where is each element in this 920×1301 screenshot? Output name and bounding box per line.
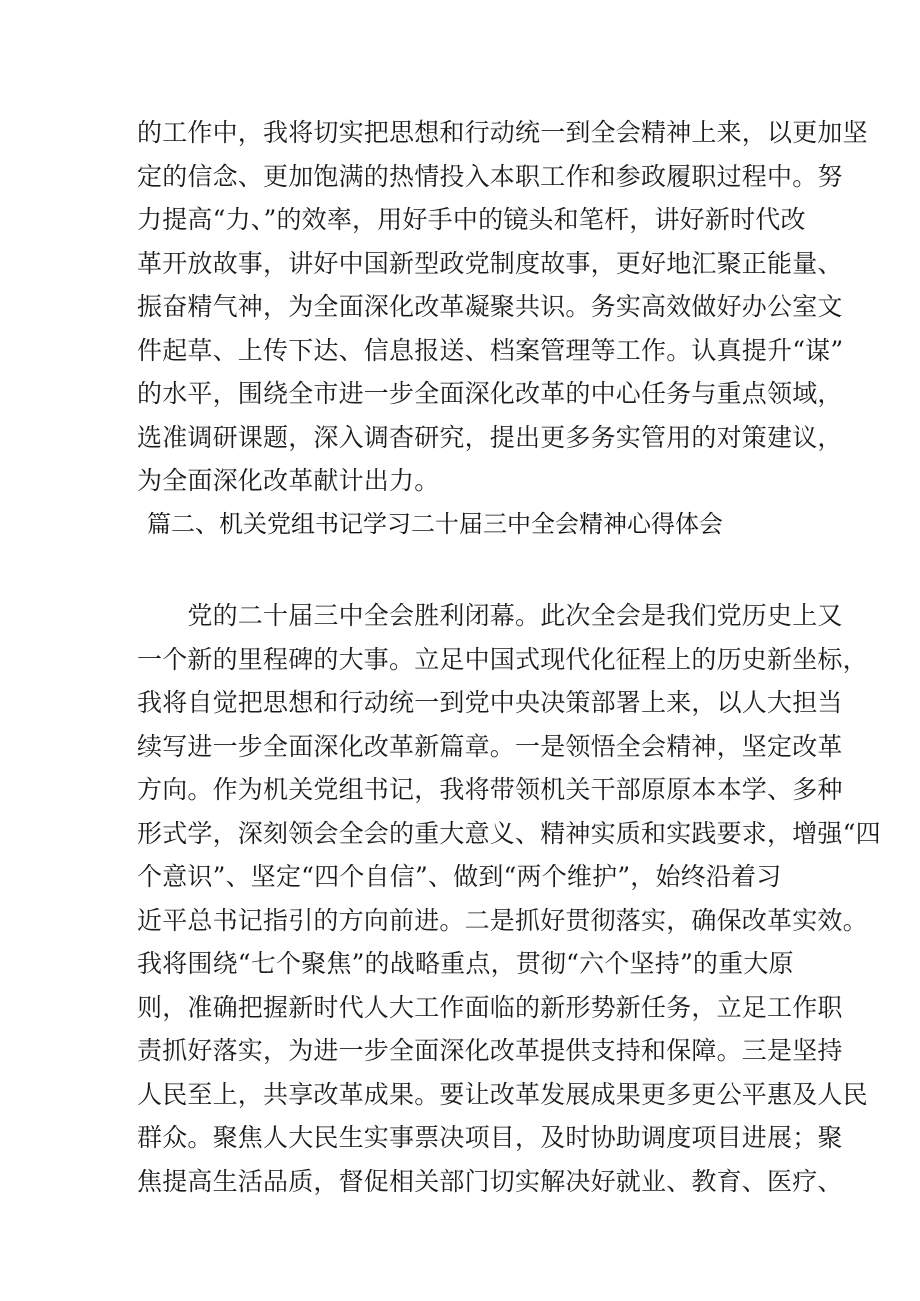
text-line: 的水平，围绕全市进一步全面深化改革的中心任务与重点领域， <box>137 379 843 408</box>
text-line: 党的二十届三中全会胜利闭幕。此次全会是我们党历史上又 <box>137 601 843 630</box>
text-line: 我将围绕“七个聚焦”的战略重点，贯彻“六个坚持”的重大原 <box>137 949 794 978</box>
text-line: 件起草、上传下达、信息报送、档案管理等工作。认真提升“谋” <box>137 336 844 365</box>
text-line: 近平总书记指引的方向前进。二是抓好贯彻落实，确保改革实效。 <box>137 906 868 935</box>
text-line: 责抓好落实，为进一步全面深化改革提供支持和保障。三是坚持 <box>137 1036 843 1065</box>
text-line: 振奋精气神，为全面深化改革凝聚共识。务实高效做好办公室文 <box>137 292 843 321</box>
text-line: 群众。聚焦人大民生实事票决项目，及时协助调度项目进展；聚 <box>137 1123 843 1152</box>
section-heading: 篇二、机关党组书记学习二十届三中全会精神心得体会 <box>147 510 723 538</box>
text-line: 焦提高生活品质，督促相关部门切实解决好就业、教育、医疗、 <box>137 1167 843 1196</box>
text-line: 力提高“力、”的效率，用好手中的镜头和笔杆，讲好新时代改 <box>137 205 806 234</box>
text-line: 为全面深化改革献计出力。 <box>137 466 440 495</box>
text-line: 革开放故事，讲好中国新型政党制度故事，更好地汇聚正能量、 <box>137 249 843 278</box>
text-line: 我将自觉把思想和行动统一到党中央决策部署上来，以人大担当 <box>137 688 843 717</box>
text-line: 续写进一步全面深化改革新篇章。一是领悟全会精神，坚定改革 <box>137 732 843 761</box>
text-line: 一个新的里程碑的大事。立足中国式现代化征程上的历史新坐标， <box>137 645 868 674</box>
text-line: 定的信念、更加饱满的热情投入本职工作和参政履职过程中。努 <box>137 162 843 191</box>
text-line: 形式学，深刻领会全会的重大意义、精神实质和实践要求，增强“四 <box>137 819 881 848</box>
text-line: 人民至上，共享改革成果。要让改革发展成果更多更公平惠及人民 <box>137 1080 868 1109</box>
text-line: 方向。作为机关党组书记，我将带领机关干部原原本本学、多种 <box>137 775 843 804</box>
text-line: 的工作中，我将切实把思想和行动统一到全会精神上来，以更加坚 <box>137 118 868 147</box>
text-line: 则，准确把握新时代人大工作面临的新形势新任务，立足工作职 <box>137 993 843 1022</box>
text-line: 个意识”、坚定“四个自信”、做到“两个维护”，始终沿着习 <box>137 862 782 891</box>
text-line: 选准调研课题，深入调杳研究，提出更多务实管用的对策建议， <box>137 423 843 452</box>
